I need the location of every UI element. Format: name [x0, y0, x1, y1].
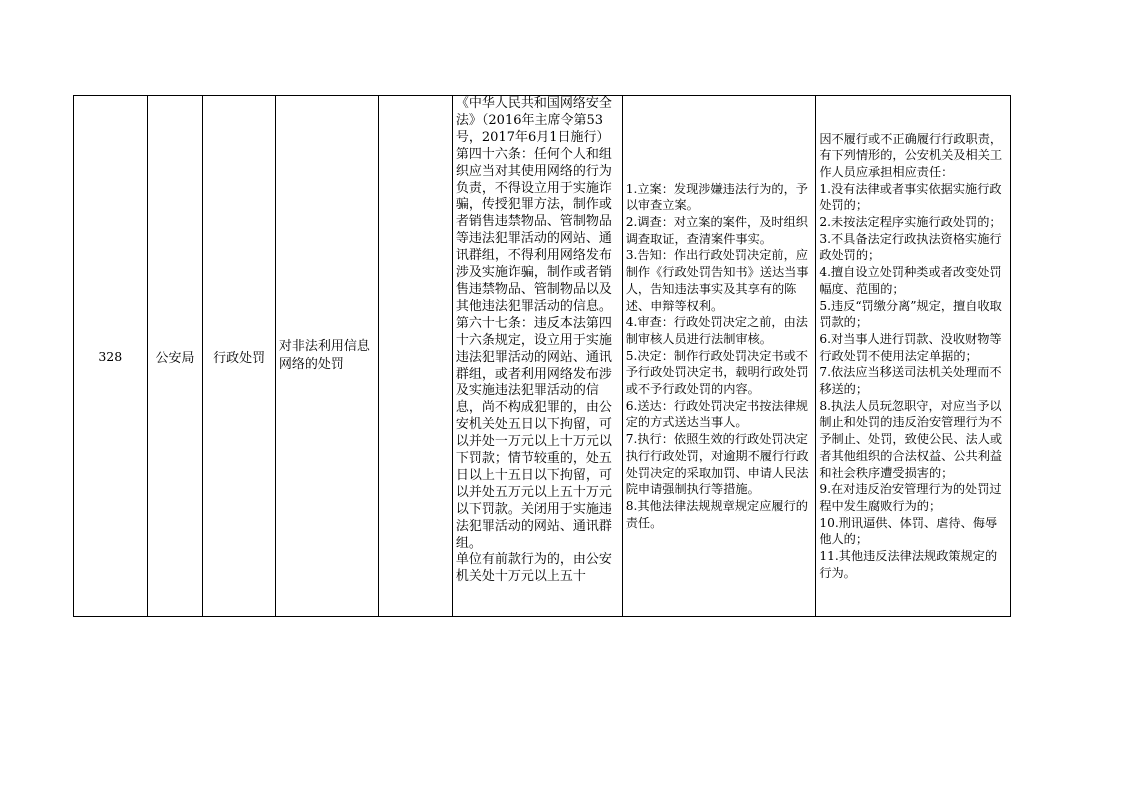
procedure-step: 1.立案：发现涉嫌违法行为的，予以审查立案。 [625, 181, 808, 213]
procedure-step: 7.执行：依照生效的行政处罚决定执行行政处罚，对逾期不履行行政处罚决定的采取加罚、申请人民法院申请强制执行等措施。 [625, 432, 809, 497]
responsibility-item: 5.违反“罚缴分离”规定，擅自收取罚款的； [819, 298, 1002, 330]
procedure-cell [622, 96, 816, 617]
department: 公安局 [155, 350, 195, 366]
row-number-cell [74, 96, 148, 617]
procedure-step: 4.审查：行政处罚决定之前，由法制审核人员进行法制审核。 [625, 315, 808, 346]
responsibility-text [816, 131, 1010, 582]
power-type: 行政处罚 [213, 350, 266, 366]
responsibility-item: 1.没有法律或者事实依据实施行政处罚的； [819, 181, 1002, 213]
legal-basis-paragraph: 单位有前款行为的，由公安机关处十万元以上五十 [455, 552, 612, 585]
responsibility-item: 7.依法应当移送司法机关处理而不移送的； [819, 365, 1002, 397]
responsibility-item: 6.对当事人进行罚款、没收财物等行政处罚不使用法定单据的； [819, 331, 1002, 363]
procedure-step: 5.决定：制作行政处罚决定书或不予行政处罚决定书，载明行政处罚或不予行政处罚的内容。 [625, 348, 809, 397]
responsibility-item: 因不履行或不正确履行行政职责，有下列情形的，公安机关及相关工作人员应承担相应责任： [819, 131, 1003, 179]
responsibility-cell [816, 96, 1011, 617]
power-list-table [73, 95, 1011, 617]
responsibility-item: 4.擅自设立处罚种类或者改变处罚幅度、范围的； [819, 265, 1002, 296]
legal-basis-paragraph: 第六十七条：违反本法第四十六条规定，设立用于实施违法犯罪活动的网站、通讯群组，或者利用网络发布涉及实施违法犯罪活动的信息，尚不构成犯罪的，由公安机关处五日以下拘留，可以并处一万元以上十万元以下罚款；情节较重的，处五日以上十五日以下拘留，可以并处五万元以上五十万元以下罚款。关闭用于实施违法犯罪活动的网站、通讯群组。 [455, 315, 612, 551]
responsibility-item: 2.未按法定程序实施行政处罚的； [819, 215, 1002, 230]
legal-basis-paragraph: 《中华人民共和国网络安全法》（2016年主席令第53号，2017年6月1日施行）第四十六条：任何个人和组织应当对其使用网络的行为负责，不得设立用于实施诈骗，传授犯罪方法，制作或者销售违禁物品、管制物品等违法犯罪活动的网站、通讯群组，不得利用网络发布涉及实施诈骗，制作或者销售违禁物品、管制物品以及其他违法犯罪活动的信息。 [455, 96, 612, 314]
legal-basis-text [456, 96, 620, 586]
responsibility-item: 10.刑讯逼供、体罚、虐待、侮辱他人的； [819, 515, 998, 547]
power-type-cell [203, 96, 275, 617]
item-name: 对非法利用信息网络的处罚 [278, 339, 370, 372]
empty-cell [379, 96, 453, 617]
procedure-step: 2.调查：对立案的案件，及时组织调查取证，查清案件事实。 [625, 215, 808, 246]
procedure-step: 3.告知：作出行政处罚决定前，应制作《行政处罚告知书》送达当事人，告知违法事实及其享有的陈述、申辩等权利。 [625, 248, 809, 313]
responsibility-item: 9.在对违反治安管理行为的处罚过程中发生腐败行为的； [819, 482, 1002, 513]
responsibility-item: 3.不具备法定行政执法资格实施行政处罚的； [819, 231, 1002, 263]
procedure-step: 8.其他法律法规规章规定应履行的责任。 [625, 498, 808, 530]
department-cell [147, 96, 203, 617]
procedure-text [623, 181, 816, 532]
procedure-step: 6.送达：行政处罚决定书按法律规定的方式送达当事人。 [625, 398, 808, 430]
responsibility-item: 8.执法人员玩忽职守，对应当予以制止和处罚的违反治安管理行为不予制止、处罚，致使公民、法人或者其他组织的合法权益、公共利益和社会秩序遭受损害的； [819, 398, 1003, 480]
table-row [74, 96, 1011, 617]
item-name-cell [275, 96, 379, 617]
legal-basis-cell [452, 96, 622, 617]
responsibility-item: 11.其他违反法律法规政策规定的行为。 [819, 549, 998, 580]
row-number: 328 [98, 348, 123, 364]
